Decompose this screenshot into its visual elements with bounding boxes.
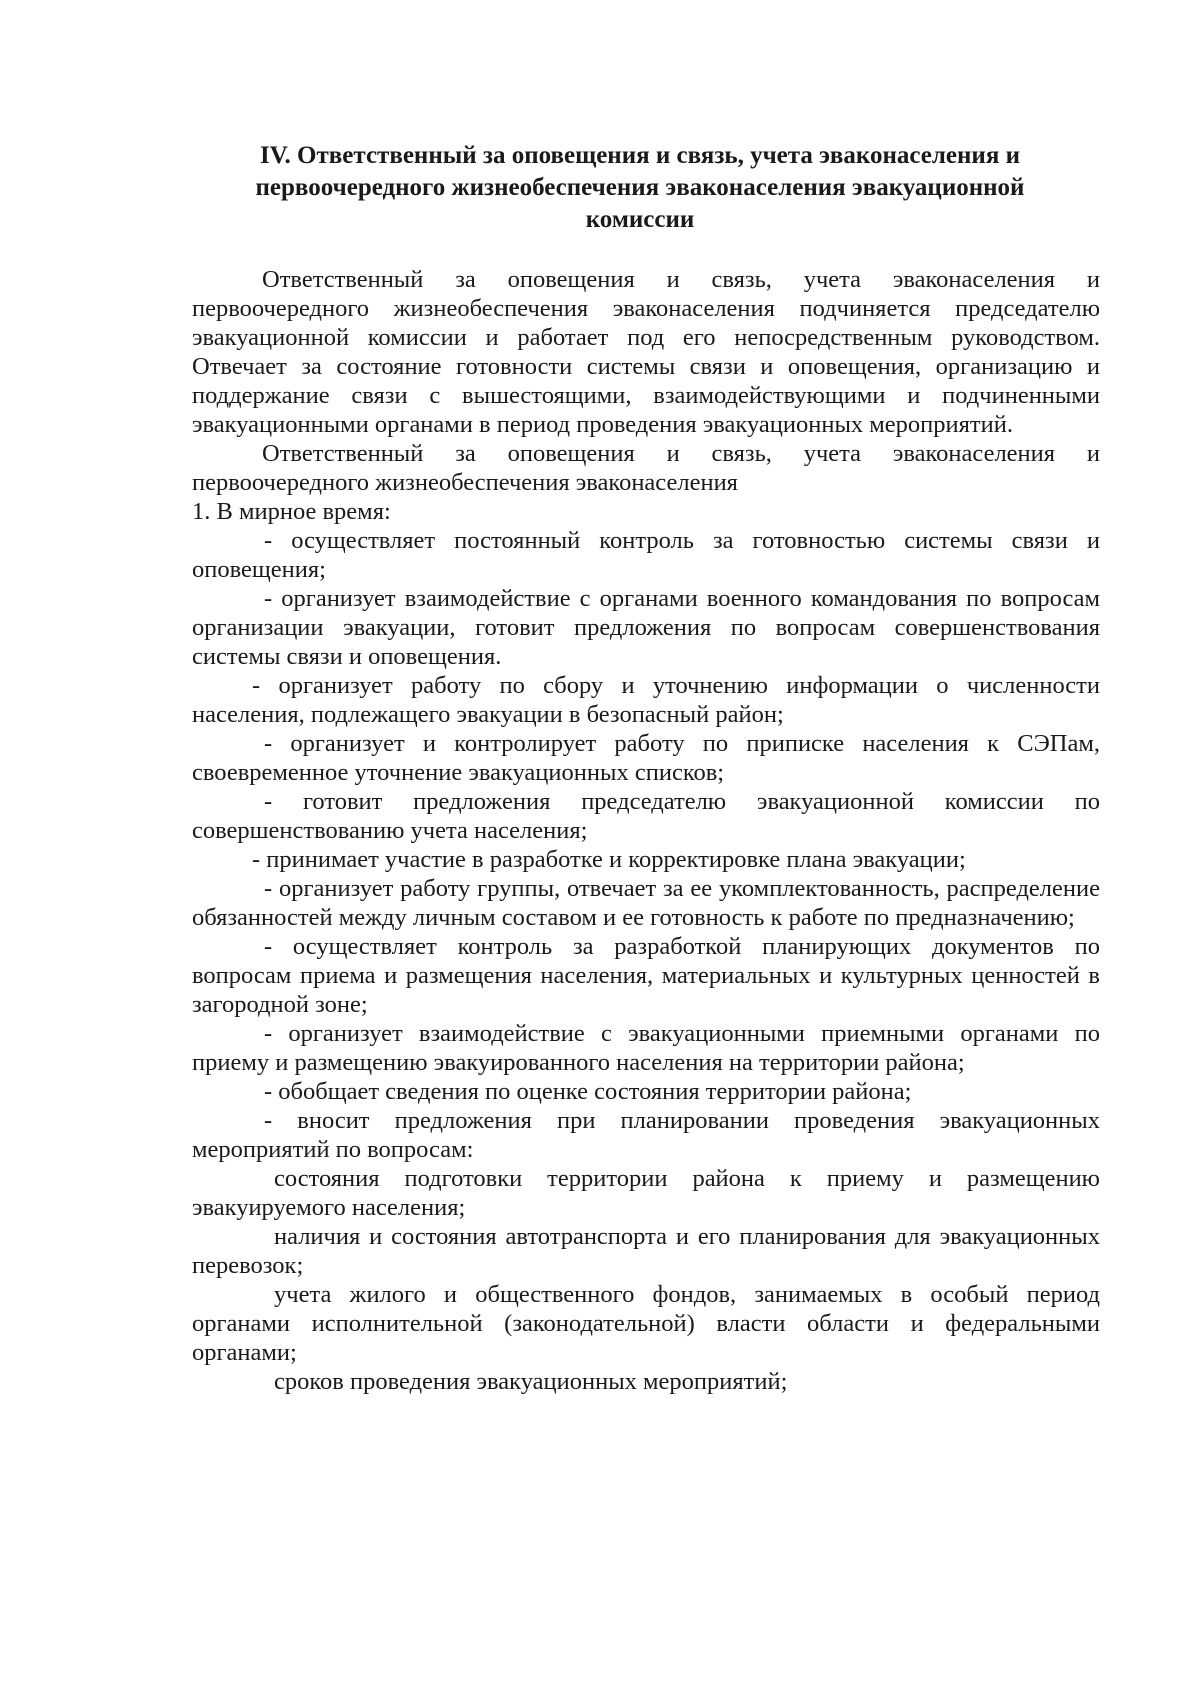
heading-line-3: комиссии (585, 206, 695, 233)
sub-item-1: состояния подготовки территории района к приему и размещению эвакуируемого населения; (192, 1165, 1100, 1221)
intro-paragraph-1: Ответственный за оповещения и связь, учета эваконаселения и первоочередного жизнеобеспечения эваконаселения подчиняется председателю эвакуационной комиссии и работает под его непосредственным руководством. Отвечает за состояние готовности системы связи и оповещения, организацию и поддержание связи с вышестоящими, взаимодействующими и подчиненными эвакуационными органами в период проведения эвакуационных мероприятий. (192, 266, 1100, 438)
duty-item-8: - осуществляет контроль за разработкой планирующих документов по вопросам приема и размещения населения, материальных и культурных ценностей в загородной зоне; (192, 933, 1100, 1018)
duty-item-7: - организует работу группы, отвечает за ее укомплектованность, распределение обязанностей между личным составом и ее готовность к работе по предназначению; (192, 875, 1100, 931)
duty-item-9: - организует взаимодействие с эвакуационными приемными органами по приему и размещению эвакуированного населения на территории района; (192, 1020, 1100, 1076)
duty-item-4: - организует и контролирует работу по приписке населения к СЭПам, своевременное уточнение эвакуационных списков; (192, 730, 1100, 786)
sub-item-2: наличия и состояния автотранспорта и его планирования для эвакуационных перевозок; (192, 1223, 1100, 1279)
duty-item-10: - обобщает сведения по оценке состояния территории района; (264, 1078, 912, 1105)
duty-item-3: - организует работу по сбору и уточнению информации о численности населения, подлежащего эвакуации в безопасный район; (192, 672, 1100, 728)
duty-item-6: - принимает участие в разработке и корректировке плана эвакуации; (252, 846, 966, 873)
duty-item-1: - осуществляет постоянный контроль за готовностью системы связи и оповещения; (192, 527, 1100, 583)
heading-line-1: IV. Ответственный за оповещения и связь, учета эваконаселения и (259, 142, 1021, 169)
document-body (192, 265, 1100, 1396)
duty-item-11: - вносит предложения при планировании проведения эвакуационных мероприятий по вопросам: (192, 1107, 1100, 1163)
section-heading (190, 140, 1090, 236)
duty-item-5: - готовит предложения председателю эвакуационной комиссии по совершенствованию учета населения; (192, 788, 1100, 844)
duty-item-2: - организует взаимодействие с органами военного командования по вопросам организации эвакуации, готовит предложения по вопросам совершенствования системы связи и оповещения. (192, 585, 1100, 670)
sub-item-4: сроков проведения эвакуационных мероприятий; (274, 1368, 788, 1395)
heading-line-2: первоочередного жизнеобеспечения эваконаселения эвакуационной (255, 174, 1025, 201)
sub-item-3: учета жилого и общественного фондов, занимаемых в особый период органами исполнительной (законодательной) власти области и федеральными органами; (192, 1281, 1100, 1366)
intro-paragraph-2: Ответственный за оповещения и связь, учета эваконаселения и первоочередного жизнеобеспечения эваконаселения (192, 440, 1100, 496)
section-1-title: 1. В мирное время: (192, 498, 391, 525)
